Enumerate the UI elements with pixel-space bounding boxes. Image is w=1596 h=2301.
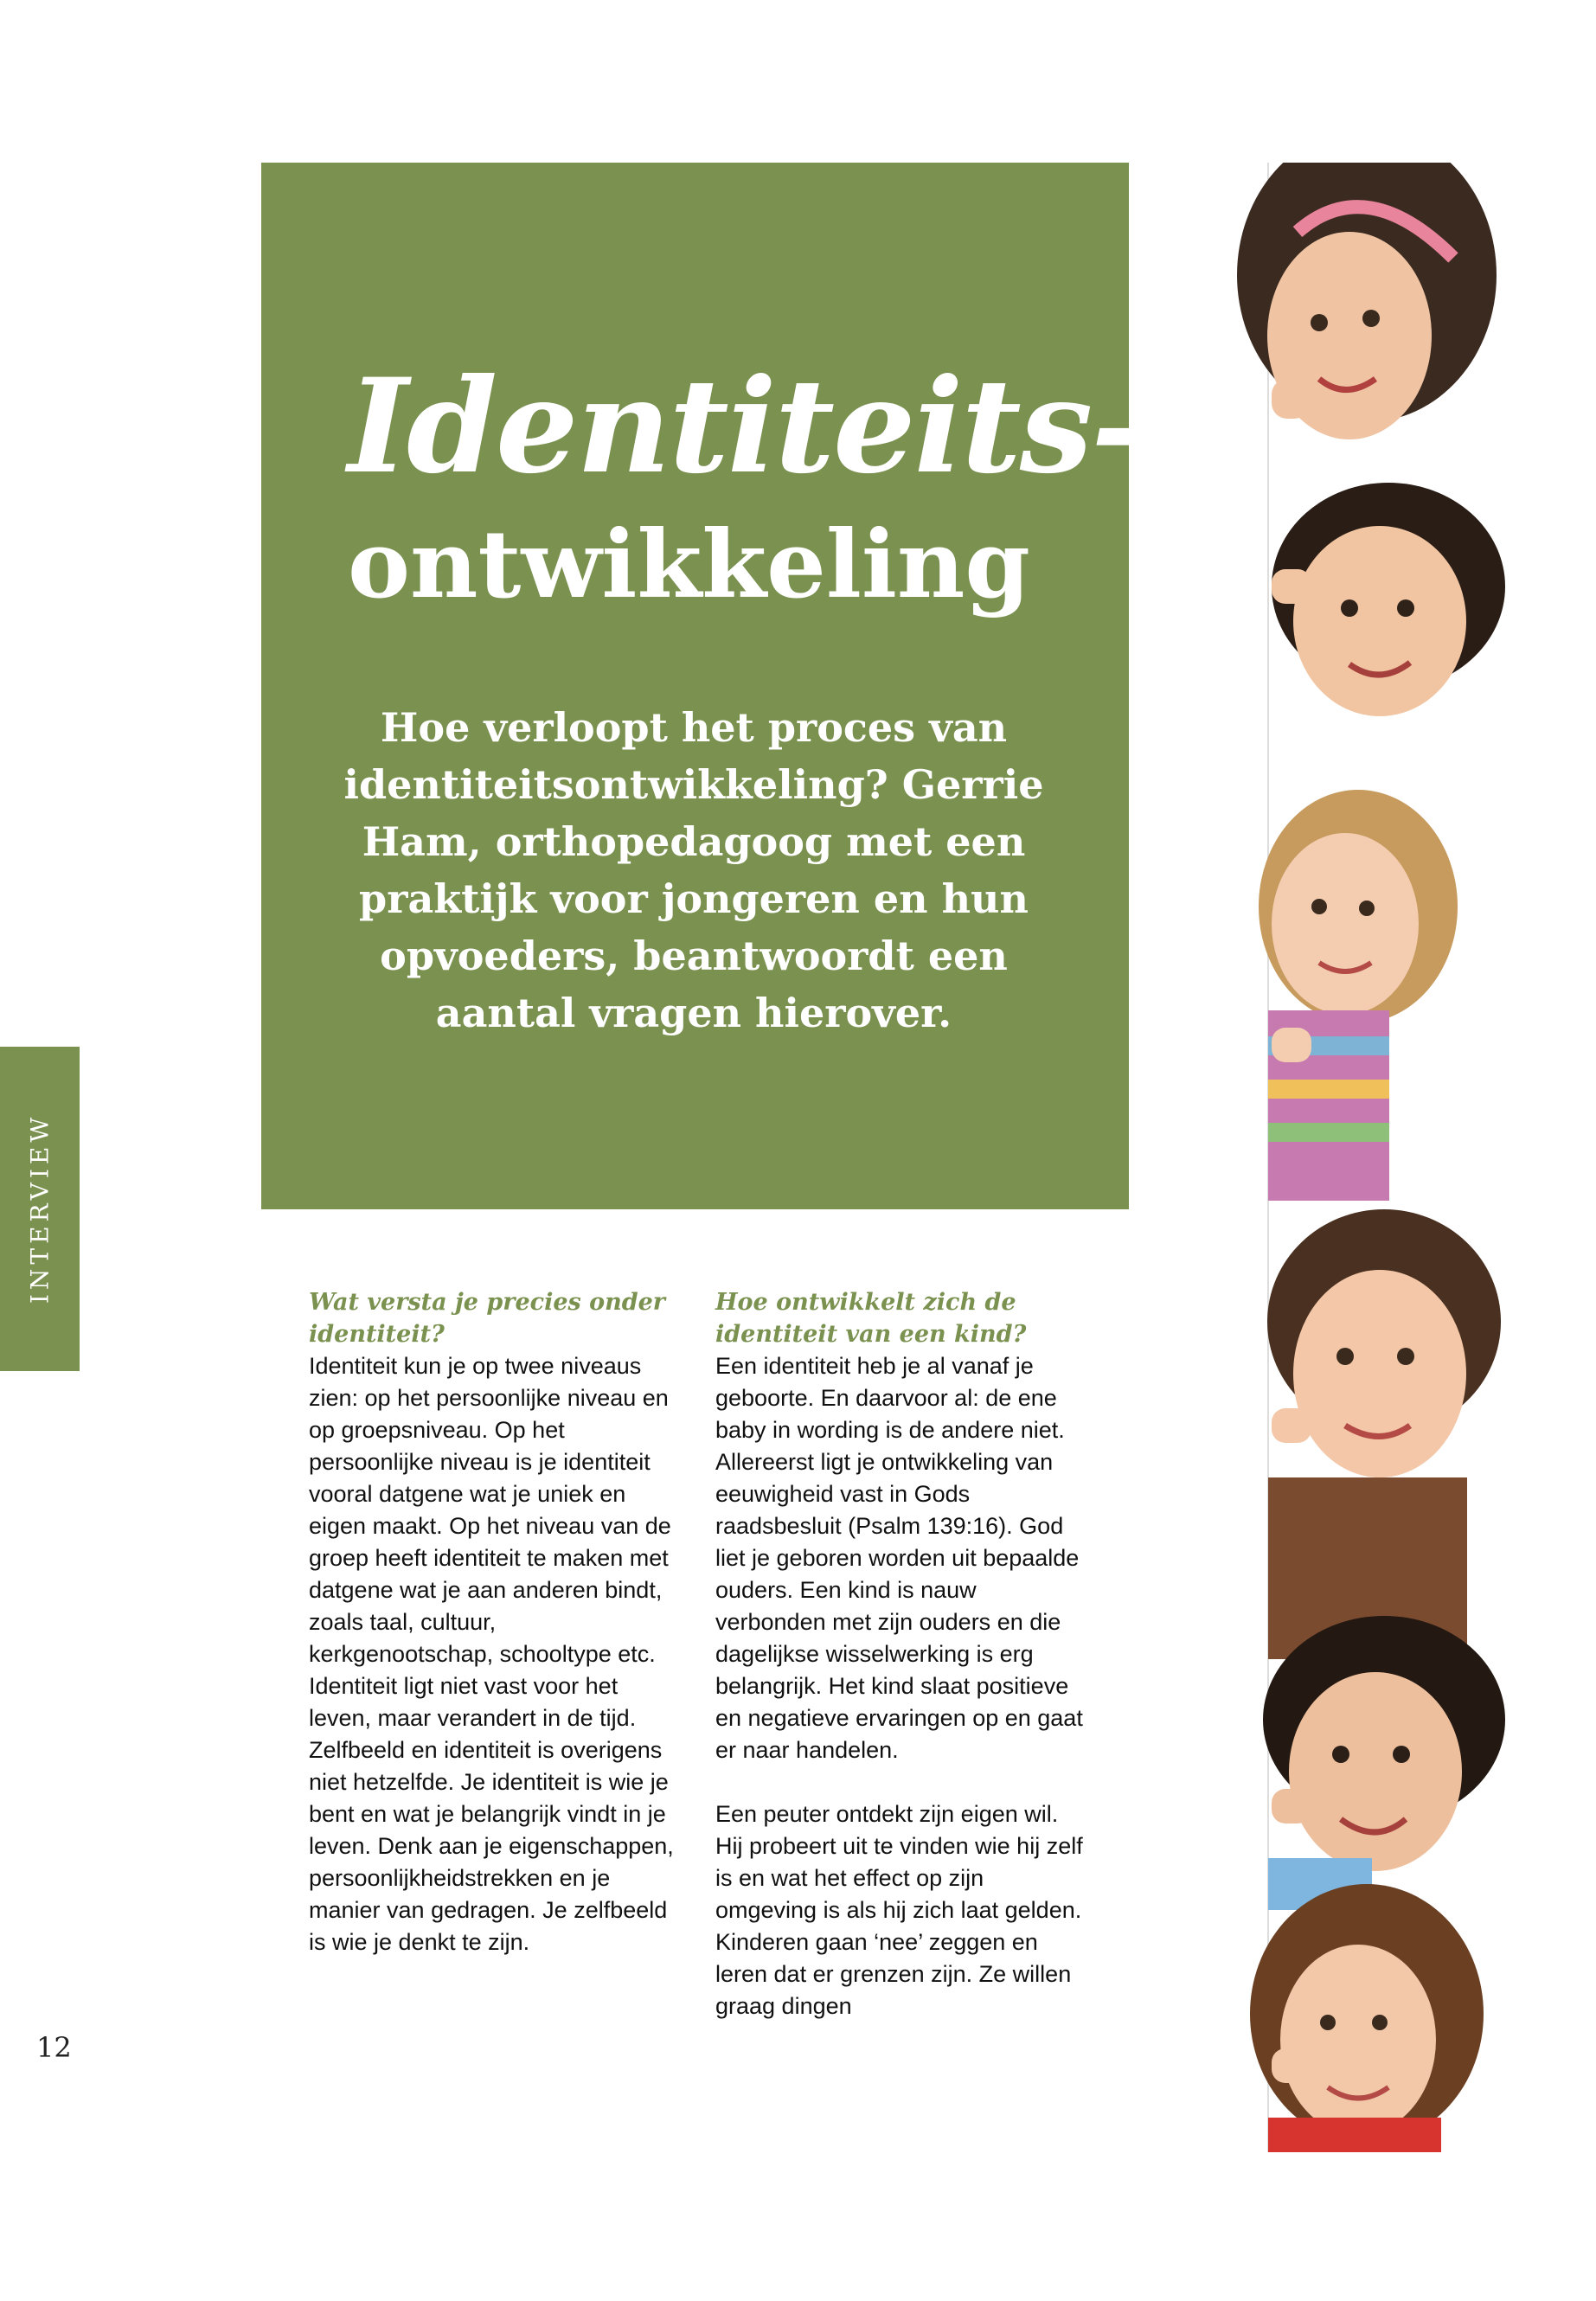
child-4 — [1267, 1209, 1501, 1659]
page-number: 12 — [36, 2031, 72, 2064]
child-5 — [1263, 1616, 1505, 1910]
child-1 — [1237, 163, 1497, 439]
question-heading: Wat versta je precies onder identiteit? — [309, 1289, 666, 1348]
title-line-1: Identiteits- — [348, 350, 1144, 503]
body-paragraph: Een peuter ontdekt zijn eigen wil. Hij probeert uit te vinden wie hij zelf is en wat het effect op zijn omgeving is als hij zich laat gelden. Kinderen gaan ‘nee’ zeggen en leren dat er grenzen zijn. Ze willen graag dingen — [715, 1801, 1083, 2019]
article-column-1 — [309, 1286, 681, 1958]
child-6 — [1250, 1884, 1484, 2152]
section-tab — [0, 1047, 80, 1371]
hero-block — [261, 163, 1144, 1209]
body-paragraph: Een identiteit heb je al vanaf je geboorte. En daarvoor al: de ene baby in wording is de andere niet. Allereerst ligt je ontwikkeling van eeuwigheid vast in Gods raadsbesluit (Psalm 139:16). God liet je geboren worden uit bepaalde ouders. Een kind is nauw verbonden met zijn ouders en die dagelijkse wisselwerking is erg belangrijk. Het kind slaat positieve en negatieve ervaringen op en gaat er naar handelen. — [715, 1353, 1083, 1763]
question-heading: Hoe ontwikkelt zich de identiteit van een kind? — [715, 1289, 1027, 1348]
lead-text: Hoe verloopt het proces van identiteitsontwikkeling? Gerrie Ham, orthopedagoog met een praktijk voor jongeren en hun opvoeders, beantwoordt een aantal vragen hierover. — [343, 704, 1044, 1036]
body-paragraph: Identiteit kun je op twee niveaus zien: op het persoonlijke niveau en op groepsniveau. Op het persoonlijke niveau is je identiteit vooral datgene wat je uniek en eigen maakt. Op het niveau van de groep heeft identiteit te maken met datgene wat je aan anderen bindt, zoals taal, cultuur, kerkgenootschap, schooltype etc. Identiteit ligt niet vast voor het leven, maar verandert in de tijd. Zelfbeeld en identiteit is overigens niet hetzelfde. Je identiteit is wie je bent en wat je belangrijk vindt in je leven. Denk aan je eigenschappen, persoonlijkheidstrekken en je manier van gedragen. Je zelfbeeld is wie je denkt te zijn. — [309, 1353, 674, 1955]
title-line-2: ontwikkeling — [348, 510, 1030, 619]
child-3 — [1259, 790, 1458, 1201]
children-photo — [1237, 163, 1570, 2152]
section-tab-label: INTERVIEW — [25, 1112, 54, 1304]
child-2 — [1272, 483, 1505, 716]
article-column-2 — [715, 1286, 1087, 2022]
